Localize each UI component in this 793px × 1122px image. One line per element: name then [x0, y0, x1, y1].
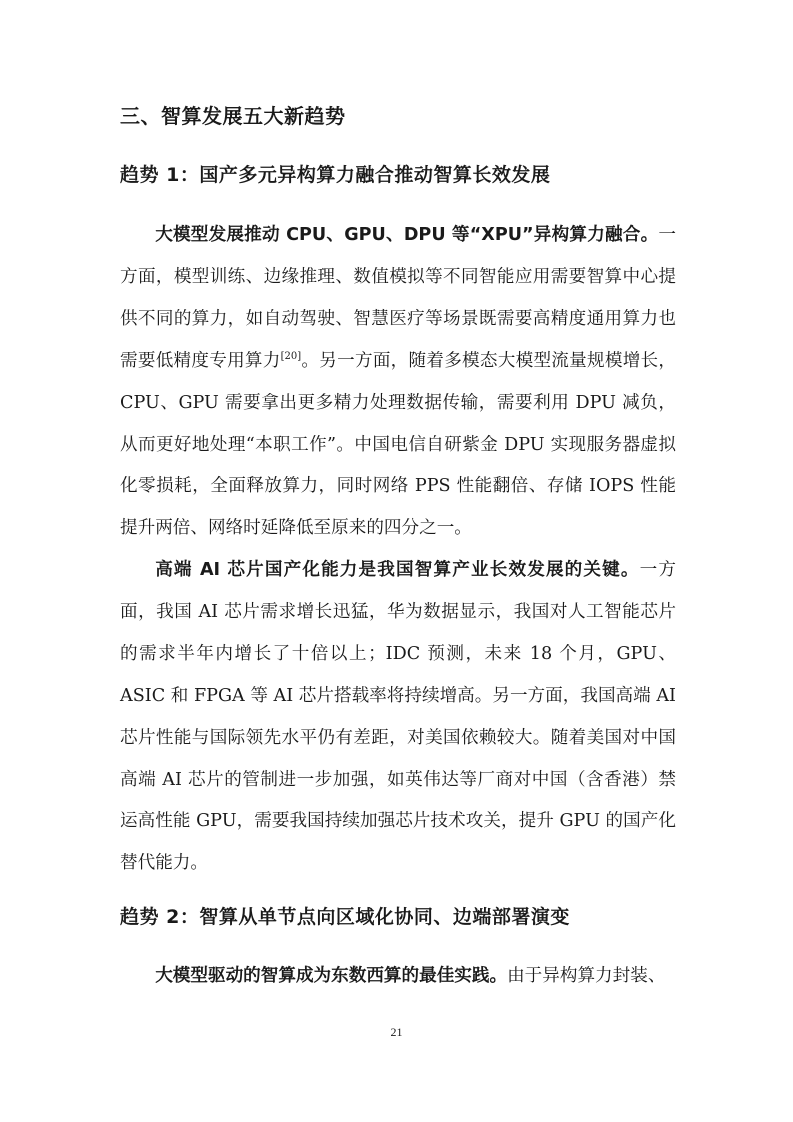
- trend-2-heading: 趋势 2：智算从单节点向区域化协同、边端部署演变: [120, 906, 570, 928]
- citation-reference: [20]: [280, 350, 302, 362]
- paragraph-lead-sentence: 大模型驱动的智算成为东数西算的最佳实践。: [155, 966, 508, 986]
- trend-1-heading: 趋势 1：国产多元异构算力融合推动智算长效发展: [120, 164, 551, 186]
- paragraph-text: 一方面，模型训练、边缘推理、数值模拟等不同智能应用需要智算中心提供不同的算力，如自动驾驶、智慧医疗等场景既需要高精度通用算力也需要低精度专用算力: [120, 225, 676, 371]
- page-number: 21: [390, 1025, 403, 1039]
- paragraph-lead-sentence: 大模型发展推动 CPU、GPU、DPU 等“XPU”异构算力融合。: [155, 225, 659, 245]
- trend-2-paragraph-1: [120, 956, 676, 998]
- paragraph-text: 。另一方面，随着多模态大模型流量规模增长，CPU、GPU 需要拿出更多精力处理数据传输，需要利用 DPU 减负，从而更好地处理“本职工作”。中国电信自研紫金 DPU 实现服务器虚拟化零损耗，全面释放算力，同时网络 PPS 性能翻倍、存储 IOPS 性能提升两倍、网络时延降低至原来的四分之一。: [120, 350, 676, 539]
- trend-1-paragraph-1: [120, 215, 676, 550]
- section-title: 三、智算发展五大新趋势: [120, 104, 346, 128]
- paragraph-lead-sentence: 高端 AI 芯片国产化能力是我国智算产业长效发展的关键。: [155, 560, 640, 580]
- trend-1-paragraph-2: [120, 550, 676, 885]
- paragraph-text: 一方面，我国 AI 芯片需求增长迅猛，华为数据显示，我国对人工智能芯片的需求半年内增长了十倍以上；IDC 预测，未来 18 个月，GPU、ASIC 和 FPGA 等 AI 芯片搭载率将持续增高。另一方面，我国高端 AI 芯片性能与国际领先水平仍有差距，对美国依赖较大。随着美国对中国高端 AI 芯片的管制进一步加强，如英伟达等厂商对中国（含香港）禁运高性能 GPU，需要我国持续加强芯片技术攻关，提升 GPU 的国产化替代能力。: [120, 560, 676, 874]
- paragraph-text: 由于异构算力封装、: [507, 966, 666, 986]
